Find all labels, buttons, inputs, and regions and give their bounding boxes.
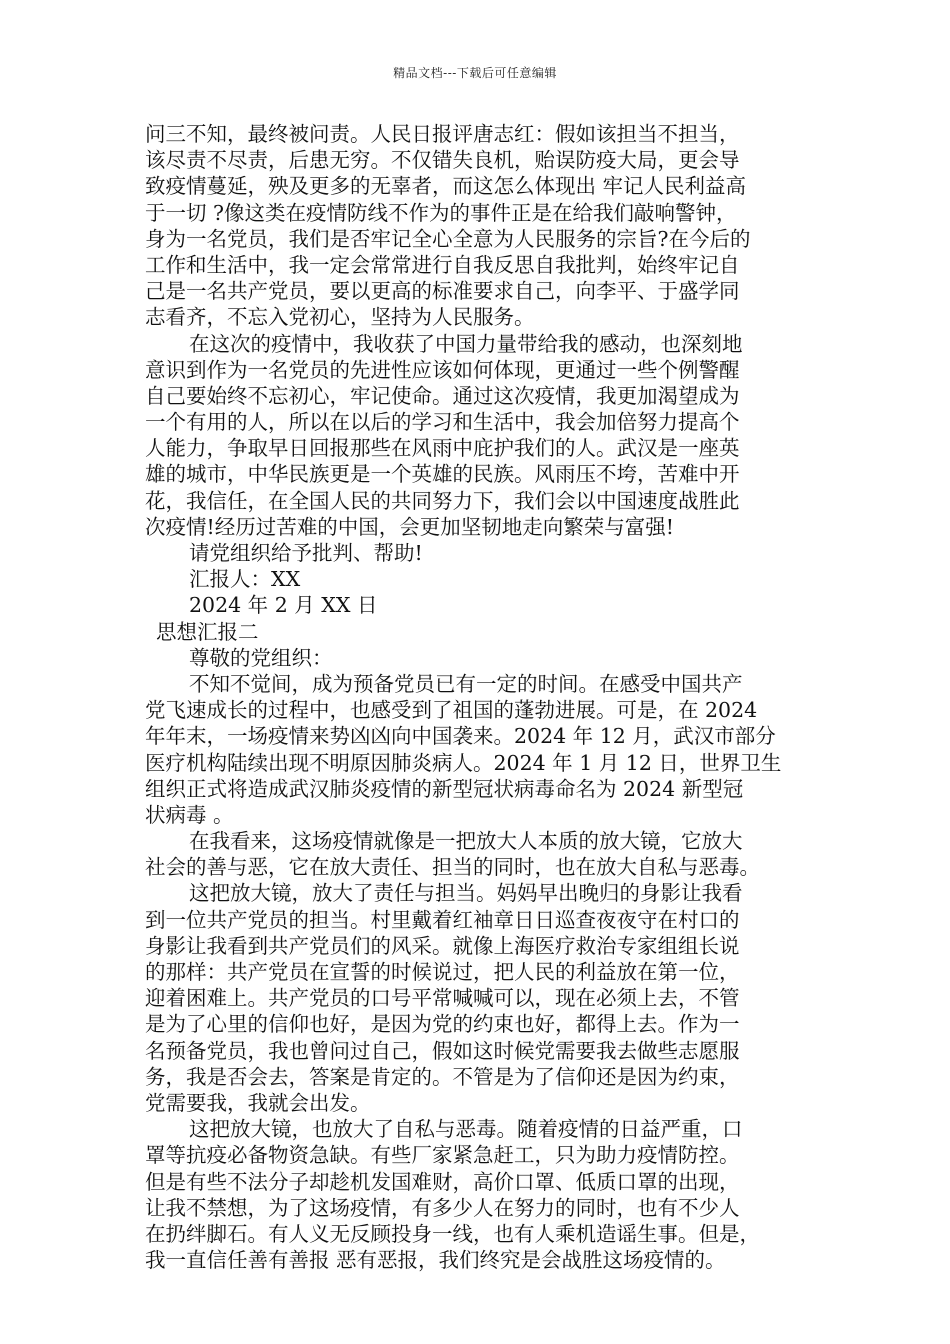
text-line: 于一切 ?像这类在疫情防线不作为的事件正是在给我们敲响警钟， (145, 200, 737, 225)
text-line: 问三不知，最终被问责。人民日报评唐志红：假如该担当不担当， (145, 122, 740, 146)
text-line: 自己要始终不忘初心，牢记使命。通过这次疫情，我更加渴望成为 (145, 383, 740, 408)
text-line: 雄的城市，中华民族更是一个英雄的民族。风雨压不垮，苦难中开 (145, 462, 740, 487)
text-line: 在这次的疫情中，我收获了中国力量带给我的感动，也深刻地 (189, 331, 743, 356)
text-line: 社会的善与恶，它在放大责任、担当的同时，也在放大自私与恶毒。 (145, 855, 760, 880)
text-line: 我一直信任善有善报 恶有恶报，我们终究是会战胜这场疫情的。 (145, 1248, 726, 1273)
text-line: 是为了心里的信仰也好，是因为党的约束也好，都得上去。作为一 (145, 1012, 740, 1037)
page-header: 精品文档---下载后可任意编辑 (393, 66, 557, 80)
text-line: 请党组织给予批判、帮助! (189, 541, 423, 565)
text-line: 党需要我，我就会出发。 (145, 1090, 371, 1115)
text-line: 尊敬的党组织： (189, 645, 333, 670)
text-line: 迎着困难上。共产党员的口号平常喊喊可以，现在必须上去，不管 (145, 986, 740, 1011)
text-line: 到一位共产党员的担当。村里戴着红袖章日日巡查夜夜守在村口的 (145, 907, 740, 932)
text-line: 一个有用的人，所以在以后的学习和生活中，我会加倍努力提高个 (145, 410, 740, 435)
text-line: 的那样：共产党员在宣誓的时候说过，把人民的利益放在第一位， (145, 960, 740, 984)
text-line: 这把放大镜，也放大了自私与恶毒。随着疫情的日益严重，口 (189, 1117, 743, 1142)
document-body (145, 121, 817, 1273)
text-line: 工作和生活中，我一定会常常进行自我反思自我批判，始终牢记自 (145, 252, 740, 277)
text-line: 志看齐，不忘入党初心，坚持为人民服务。 (145, 305, 535, 330)
text-line: 身影让我看到共产党员们的风采。就像上海医疗救治专家组组长说 (145, 933, 740, 958)
text-line: 党飞速成长的过程中，也感受到了祖国的蓬勃进展。可是，在 2024 (145, 698, 758, 723)
text-line: 医疗机构陆续出现不明原因肺炎病人。2024 年 1 月 12 日，世界卫生 (145, 750, 782, 775)
text-line: 罩等抗疫必备物资急缺。有些厂家紧急赶工，只为助力疫情防控。 (145, 1143, 740, 1168)
text-line: 花，我信任，在全国人民的共同努力下，我们会以中国速度战胜此 (145, 488, 740, 513)
text-line: 不知不觉间，成为预备党员已有一定的时间。在感受中国共产 (189, 671, 743, 696)
text-line: 次疫情!经历过苦难的中国，会更加坚韧地走向繁荣与富强! (145, 514, 674, 539)
text-line: 己是一名共产党员，要以更高的标准要求自己，向李平、于盛学同 (145, 279, 740, 304)
text-line: 状病毒 。 (145, 802, 234, 827)
text-line: 让我不禁想，为了这场疫情，有多少人在努力的同时，也有不少人 (145, 1195, 740, 1220)
text-line: 致疫情蔓延，殃及更多的无辜者，而这怎么体现出 牢记人民利益高 (145, 174, 747, 199)
text-line: 组织正式将造成武汉肺炎疫情的新型冠状病毒命名为 2024 新型冠 (145, 776, 744, 801)
text-line: 名预备党员，我也曾问过自己，假如这时候党需要我去做些志愿服 (145, 1038, 740, 1063)
text-line: 意识到作为一名党员的先进性应该如何体现，更通过一些个例警醒 (145, 357, 740, 382)
text-line: 在扔绊脚石。有人义无反顾投身一线，也有人乘机造谣生事。但是， (145, 1221, 760, 1246)
text-line: 2024 年 2 月 XX 日 (189, 593, 378, 618)
text-line: 但是有些不法分子却趁机发国难财，高价口罩、低质口罩的出现， (145, 1169, 740, 1194)
text-line: 年年末，一场疫情来势凶凶向中国袭来。2024 年 12 月，武汉市部分 (145, 724, 776, 749)
section-title: 思想汇报二 (156, 619, 259, 644)
text-line: 人能力，争取早日回报那些在风雨中庇护我们的人。武汉是一座英 (145, 436, 740, 461)
text-line: 务，我是否会去，答案是肯定的。不管是为了信仰还是因为约束， (145, 1064, 740, 1089)
text-line: 在我看来，这场疫情就像是一把放大人本质的放大镜，它放大 (189, 829, 743, 854)
text-line: 该尽责不尽责，后患无穷。不仅错失良机，贻误防疫大局，更会导 (145, 148, 740, 173)
text-line: 这把放大镜，放大了责任与担当。妈妈早出晚归的身影让我看 (189, 881, 743, 906)
text-line: 汇报人：XX (189, 567, 301, 592)
text-line: 身为一名党员，我们是否牢记全心全意为人民服务的宗旨?在今后的 (145, 226, 751, 251)
